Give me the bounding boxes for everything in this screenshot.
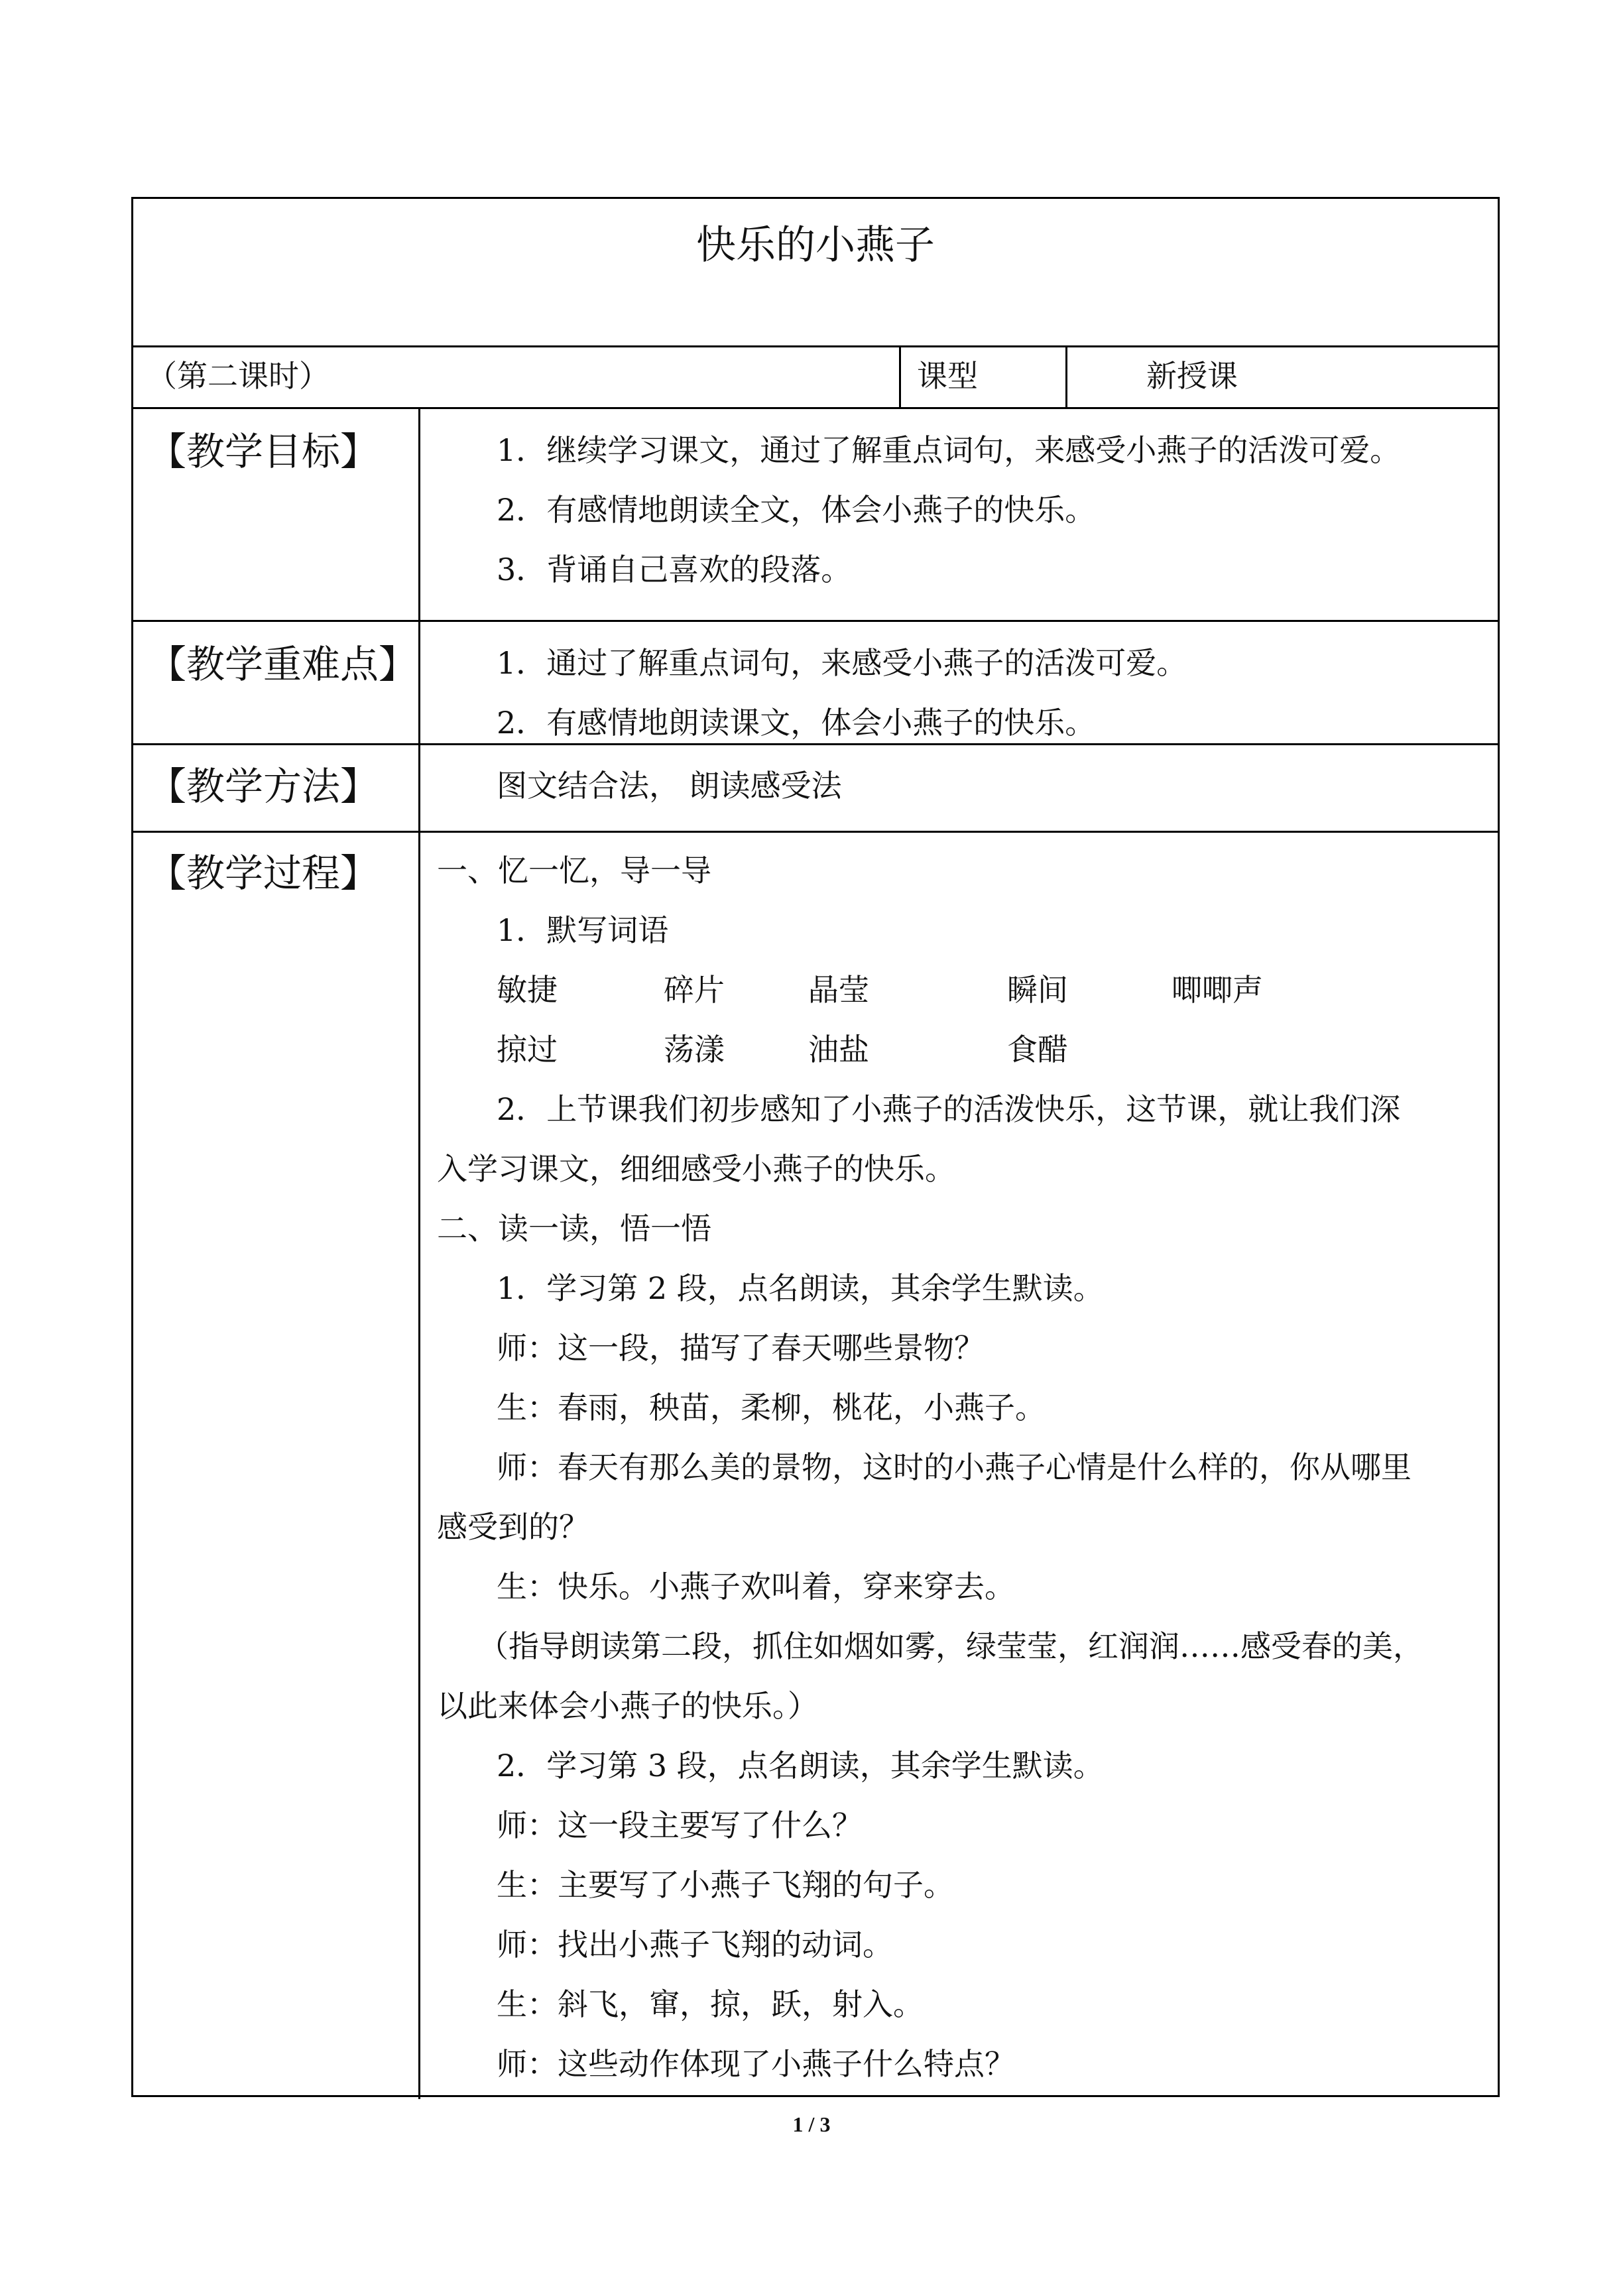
process-text: 入学习课文，细细感受小燕子的快乐。 [437, 1151, 955, 1187]
page-number: 1 / 3 [792, 2112, 831, 2136]
dialogue-line: 感受到的？ [437, 1509, 589, 1545]
methods-label: 【教学方法】 [148, 764, 379, 809]
dialogue-line: 以此来体会小燕子的快乐。） [437, 1688, 818, 1724]
key-points-label: 【教学重难点】 [148, 642, 418, 687]
row-divider [133, 345, 1498, 347]
dialogue-line: 师：这一段主要写了什么？ [497, 1807, 863, 1843]
key-point-item: 2．有感情地朗读课文，体会小燕子的快乐。 [497, 705, 1096, 741]
vocab-word: 碎片 [664, 972, 725, 1008]
objective-item: 1．继续学习课文，通过了解重点词句，来感受小燕子的活泼可爱。 [497, 432, 1401, 468]
vocab-word: 荡漾 [664, 1032, 725, 1067]
dialogue-line: 生：快乐。小燕子欢叫着，穿来穿去。 [497, 1569, 1015, 1604]
dialogue-line: 生：春雨，秧苗，柔柳，桃花，小燕子。 [497, 1390, 1046, 1425]
page-title: 快乐的小燕子 [696, 222, 935, 269]
dialogue-line: 1．学习第 2 段，点名朗读，其余学生默读。 [497, 1270, 1104, 1306]
dialogue-line: 师：这一段，描写了春天哪些景物？ [497, 1330, 985, 1366]
dialogue-line: 师：春天有那么美的景物，这时的小燕子心情是什么样的，你从哪里 [497, 1449, 1412, 1485]
process-step: 1．默写词语 [497, 912, 669, 948]
methods-text: 图文结合法， 朗读感受法 [497, 768, 842, 804]
dialogue-line: 2．学习第 3 段，点名朗读，其余学生默读。 [497, 1748, 1104, 1783]
row-divider [133, 743, 1498, 745]
course-type-value: 新授课 [1146, 358, 1238, 394]
process-text: 2．上节课我们初步感知了小燕子的活泼快乐，这节课，就让我们深 [497, 1091, 1401, 1127]
vocab-word: 唧唧声 [1172, 972, 1263, 1008]
vocab-word: 晶莹 [808, 972, 869, 1008]
col-divider [1065, 345, 1067, 407]
vocab-word: 食醋 [1007, 1032, 1068, 1067]
row-divider [133, 407, 1498, 409]
process-label: 【教学过程】 [148, 851, 379, 896]
col-divider [899, 345, 901, 407]
vocab-word: 敏捷 [497, 972, 558, 1008]
dialogue-line: 师：找出小燕子飞翔的动词。 [497, 1927, 893, 1963]
objectives-label: 【教学目标】 [148, 429, 379, 474]
vocab-word: 油盐 [808, 1032, 869, 1067]
process-heading: 一、忆一忆，导一导 [437, 853, 711, 888]
lesson-plan-table [131, 197, 1500, 2097]
vocab-word: 掠过 [497, 1032, 558, 1067]
row-divider [133, 831, 1498, 833]
dialogue-line: （指导朗读第二段，抓住如烟如雾，绿莹莹，红润润……感受春的美， [478, 1628, 1423, 1664]
key-point-item: 1．通过了解重点词句，来感受小燕子的活泼可爱。 [497, 645, 1187, 681]
dialogue-line: 生：主要写了小燕子飞翔的句子。 [497, 1867, 954, 1903]
vocab-word: 瞬间 [1007, 972, 1068, 1008]
col-divider [418, 407, 420, 2099]
objective-item: 2．有感情地朗读全文，体会小燕子的快乐。 [497, 492, 1096, 528]
dialogue-line: 师：这些动作体现了小燕子什么特点？ [497, 2046, 1015, 2082]
row-divider [133, 620, 1498, 622]
dialogue-line: 生：斜飞，窜，掠，跃，射入。 [497, 1986, 924, 2022]
lesson-session: （第二课时） [147, 358, 330, 394]
process-heading: 二、读一读，悟一悟 [437, 1211, 711, 1246]
objective-item: 3．背诵自己喜欢的段落。 [497, 552, 852, 587]
course-type-label: 课型 [917, 358, 978, 394]
